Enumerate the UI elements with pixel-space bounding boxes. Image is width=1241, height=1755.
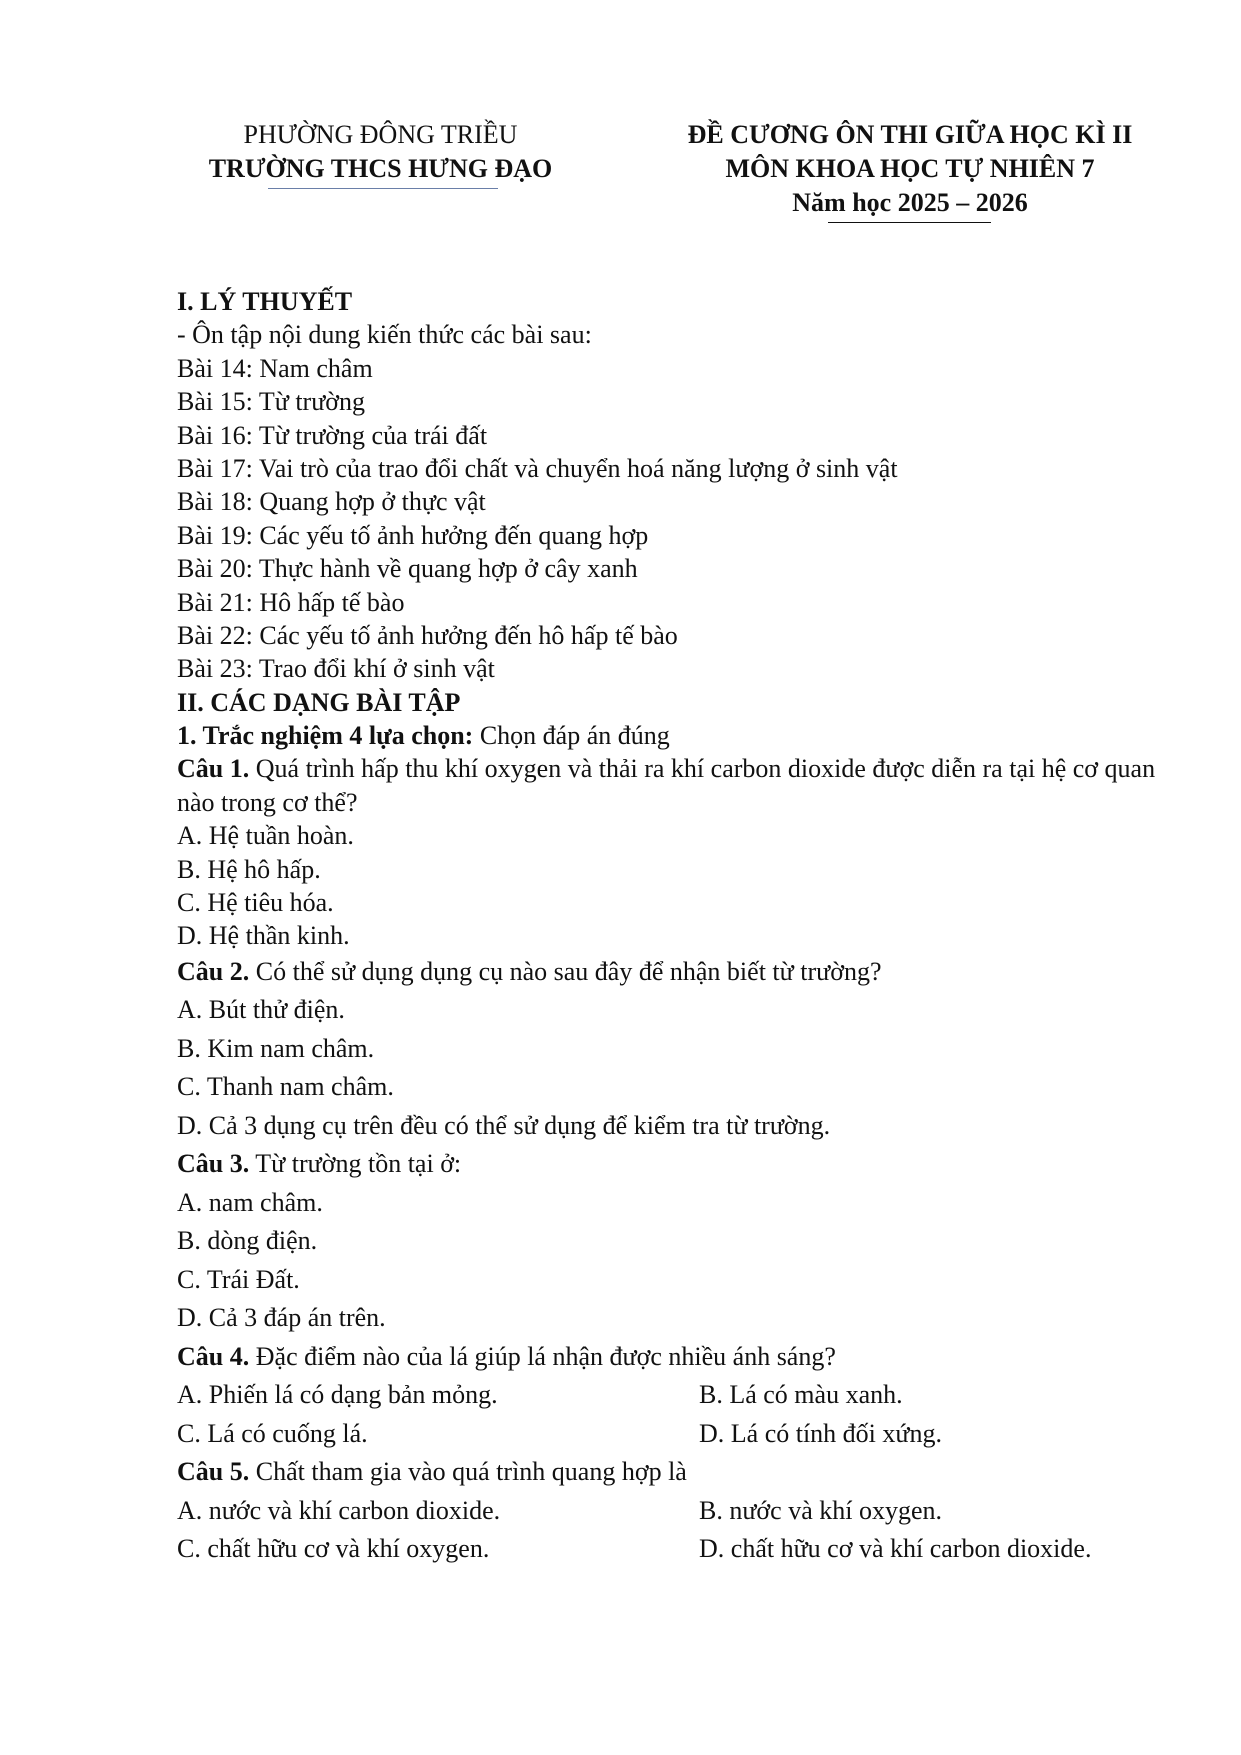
question-label: Câu 2. <box>177 956 250 986</box>
subject-title: MÔN KHOA HỌC TỰ NHIÊN 7 <box>725 154 1095 183</box>
question-5 <box>177 1453 1177 1492</box>
lesson-item: Bài 23: Trao đổi khí ở sinh vật <box>177 654 495 684</box>
answer-option: B. Kim nam châm. <box>177 1033 375 1063</box>
lesson-item: Bài 14: Nam châm <box>177 353 373 383</box>
question-label: Câu 5. <box>177 1457 250 1487</box>
school-name: TRƯỜNG THCS HƯNG ĐẠO <box>208 154 553 183</box>
answer-option: C. Lá có cuống lá. <box>177 1418 368 1448</box>
part1-label: 1. Trắc nghiệm 4 lựa chọn: <box>177 721 474 751</box>
lesson-item: Bài 22: Các yếu tố ảnh hưởng đến hô hấp tế bào <box>177 620 678 650</box>
lesson-item: Bài 21: Hô hấp tế bào <box>177 587 405 617</box>
question-text: Có thể sử dụng dụng cụ nào sau đây để nhận biết từ trường? <box>249 956 882 986</box>
answer-option: D. Hệ thần kinh. <box>177 921 350 951</box>
answer-option: D. chất hữu cơ và khí carbon dioxide. <box>699 1534 1092 1564</box>
answer-option: A. Hệ tuần hoàn. <box>177 821 354 851</box>
answer-option: C. chất hữu cơ và khí oxygen. <box>177 1534 490 1564</box>
question-1 <box>177 752 1177 819</box>
answer-option: A. nam châm. <box>177 1187 323 1217</box>
answer-option: A. Phiến lá có dạng bản mỏng. <box>177 1380 498 1410</box>
lesson-item: Bài 15: Từ trường <box>177 387 366 417</box>
question-2 <box>177 953 1177 992</box>
theory-intro: - Ôn tập nội dung kiến thức các bài sau: <box>177 320 592 350</box>
answer-option: B. Lá có màu xanh. <box>699 1380 903 1410</box>
theory-heading: I. LÝ THUYẾT <box>177 287 353 316</box>
question-label: Câu 4. <box>177 1341 250 1371</box>
answer-option: C. Hệ tiêu hóa. <box>177 888 334 918</box>
question-4 <box>177 1338 1177 1377</box>
answer-option: A. nước và khí carbon dioxide. <box>177 1495 501 1525</box>
question-3 <box>177 1145 1177 1184</box>
school-header <box>183 118 578 186</box>
part1-text: Chọn đáp án đúng <box>473 721 670 751</box>
answer-row <box>177 1415 1177 1454</box>
answer-option: C. Thanh nam châm. <box>177 1072 394 1102</box>
document-title-block <box>640 118 1180 220</box>
question-text: Chất tham gia vào quá trình quang hợp là <box>249 1457 687 1487</box>
question-text: Từ trường tồn tại ở: <box>249 1149 462 1179</box>
question-text: Đặc điểm nào của lá giúp lá nhận được nhiều ánh sáng? <box>249 1341 836 1371</box>
lesson-item: Bài 18: Quang hợp ở thực vật <box>177 487 486 517</box>
document-body <box>177 285 1177 1569</box>
question-label: Câu 3. <box>177 1149 250 1179</box>
question-label: Câu 1. <box>177 754 250 784</box>
answer-option: B. Hệ hô hấp. <box>177 854 321 884</box>
answer-option: B. nước và khí oxygen. <box>699 1495 943 1525</box>
answer-option: A. Bút thử điện. <box>177 995 345 1025</box>
answer-row <box>177 1492 1177 1531</box>
answer-row <box>177 1530 1177 1569</box>
answer-row <box>177 1376 1177 1415</box>
answer-option: D. Cả 3 dụng cụ trên đều có thể sử dụng để kiểm tra từ trường. <box>177 1110 831 1140</box>
document-title: ĐỀ CƯƠNG ÔN THI GIỮA HỌC KÌ II <box>687 120 1133 149</box>
lesson-item: Bài 16: Từ trường của trái đất <box>177 420 488 450</box>
lesson-item: Bài 20: Thực hành về quang hợp ở cây xanh <box>177 554 638 584</box>
part1-title <box>177 719 1177 752</box>
lesson-item: Bài 17: Vai trò của trao đổi chất và chuyển hoá năng lượng ở sinh vật <box>177 453 898 483</box>
lesson-item: Bài 19: Các yếu tố ảnh hưởng đến quang hợp <box>177 520 649 550</box>
question-text: Quá trình hấp thu khí oxygen và thải ra khí carbon dioxide được diễn ra tại hệ cơ quan nào trong cơ thể? <box>177 754 1156 817</box>
answer-option: B. dòng điện. <box>177 1226 318 1256</box>
answer-option: D. Cả 3 đáp án trên. <box>177 1303 386 1333</box>
school-year: Năm học 2025 – 2026 <box>792 188 1028 217</box>
exercises-heading: II. CÁC DẠNG BÀI TẬP <box>177 687 461 717</box>
title-underline <box>828 222 991 223</box>
school-underline <box>268 188 498 189</box>
ward-name: PHƯỜNG ĐÔNG TRIỀU <box>243 120 518 149</box>
answer-option: C. Trái Đất. <box>177 1264 300 1294</box>
answer-option: D. Lá có tính đối xứng. <box>699 1418 943 1448</box>
